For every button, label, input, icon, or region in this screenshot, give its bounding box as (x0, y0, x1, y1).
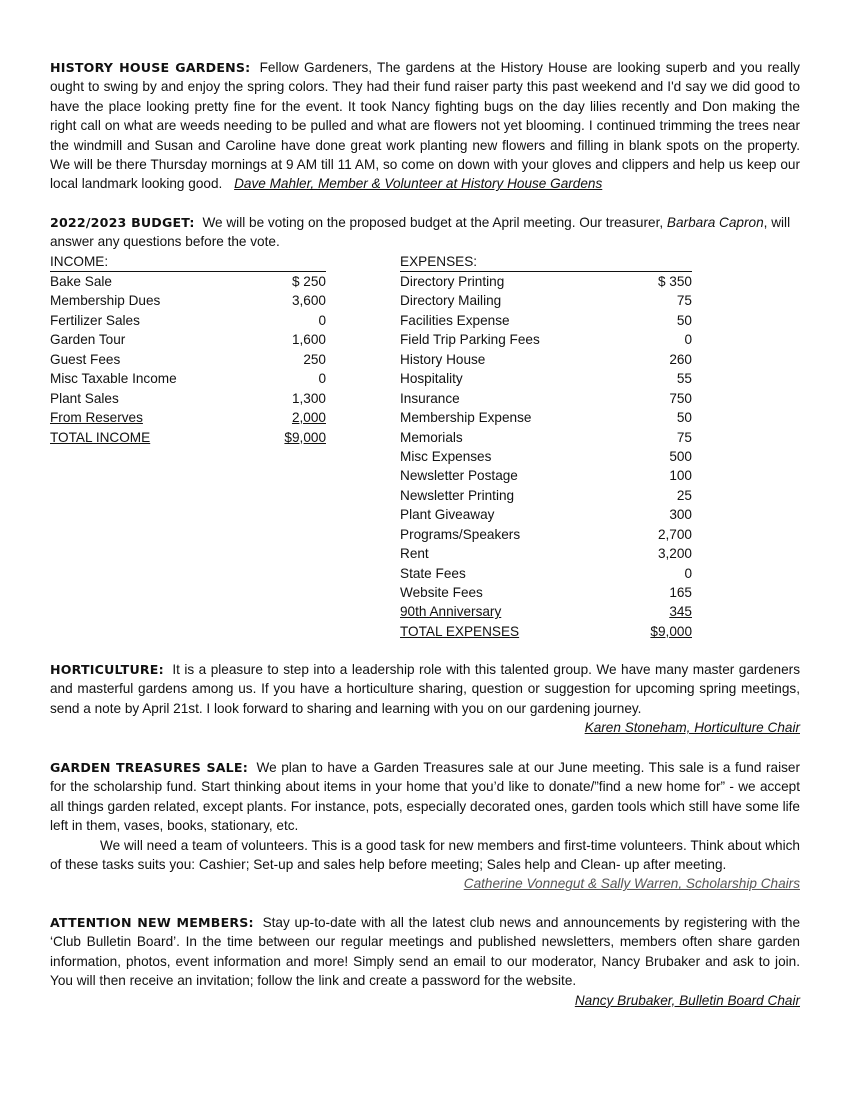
treasures-signature: Catherine Vonnegut & Sally Warren, Scholarship Chairs (463, 876, 800, 892)
expense-row: Newsletter Postage 100 (400, 468, 692, 484)
income-row: Plant Sales 1,300 (50, 390, 326, 406)
expense-row: Newsletter Printing 25 (400, 487, 692, 503)
expense-row: Rent 3,200 (400, 546, 692, 562)
expense-row: Insurance 750 (400, 390, 692, 406)
treasures-section (50, 758, 800, 894)
expense-row: Programs/Speakers 2,700 (400, 526, 692, 542)
expense-row: Plant Giveaway 300 (400, 507, 692, 523)
treasures-heading: GARDEN TREASURES SALE: (50, 760, 248, 775)
history-signature: Dave Mahler, Member & Volunteer at History House Gardens (234, 176, 603, 192)
members-body: Stay up-to-date with all the latest club news and announcements by registering with the ‘Club Bulletin Board’. In the time between our regular meetings and published newsletters, members often share garden information, photos, event information and more! Simply send an email to our moderator, Nancy Brubaker and ask to join. You will then receive an invitation; follow the link and create a password for the website. (50, 915, 801, 989)
members-signature: Nancy Brubaker, Bulletin Board Chair (574, 992, 800, 1008)
income-row: Guest Fees 250 (50, 351, 326, 367)
horticulture-heading: HORTICULTURE: (50, 662, 164, 677)
history-body: Fellow Gardeners, The gardens at the History House are looking superb and you really ought to swing by and enjoy the spring colors. They had their fund raiser party this past weekend and I'd say we did good to have the place looking pretty fine for the event. It took Nancy fighting bugs on the day lilies recently and Don making the right call on what are weeds needing to be pulled and what are flowers not yet blooming. I continued trimming the trees near the windmill and Susan and Caroline have done great work planting new flowers and filling in blank spots on the property. We will be there Thursday mornings at 9 AM till 11 AM, so come on down with your gloves and clippers and help us keep our local landmark looking good. (50, 60, 800, 192)
income-row: Garden Tour 1,600 (50, 332, 326, 348)
expense-row: Directory Printing $ 350 (400, 274, 692, 290)
treasures-body-2: We will need a team of volunteers. This is a good task for new members and first-time volunteers. Think about which of these tasks suits you: Cashier; Set-up and sales help before meeting; Sales help and Clean- up after meeting. (50, 837, 800, 873)
members-heading: ATTENTION NEW MEMBERS: (50, 915, 254, 930)
budget-intro-before: We will be voting on the proposed budget at the April meeting. Our treasurer, (202, 215, 667, 230)
income-header: INCOME: (50, 253, 326, 272)
history-heading: HISTORY HOUSE GARDENS: (50, 60, 251, 75)
expense-row: Membership Expense 50 (400, 410, 692, 426)
expense-total-row: TOTAL EXPENSES $9,000 (400, 623, 692, 639)
horticulture-section (50, 660, 800, 738)
members-section (50, 913, 800, 1010)
expense-row: 90th Anniversary 345 (400, 604, 692, 620)
expense-row: Directory Mailing 75 (400, 293, 692, 309)
income-row: From Reserves 2,000 (50, 410, 326, 426)
expense-row: Facilities Expense 50 (400, 312, 692, 328)
expense-row: History House 260 (400, 351, 692, 367)
expense-row: Hospitality 55 (400, 371, 692, 387)
income-row: Misc Taxable Income 0 (50, 371, 326, 387)
expense-row: Website Fees 165 (400, 585, 692, 601)
expenses-table (400, 253, 692, 641)
income-total-row: TOTAL INCOME $9,000 (50, 429, 326, 445)
expense-row: Misc Expenses 500 (400, 448, 692, 464)
budget-treasurer: Barbara Capron (666, 215, 764, 230)
income-table (50, 253, 326, 447)
treasures-body: We plan to have a Garden Treasures sale at our June meeting. This sale is a fund raiser for the scholarship fund. Start thinking about items in your home that you’d like to donate/”find a new home for” - we accept all things garden related, except plants. For instance, pots, especially decorated ones, garden tools which still have some life left in them, vases, books, stationary, etc. (50, 760, 800, 834)
horticulture-body: It is a pleasure to step into a leadership role with this talented group. We have many master gardeners and masterful gardens among us. If you have a horticulture sharing, question or suggestion for upcoming spring meetings, send a note by April 21st. I look forward to sharing and learning with you on our gardening journey. (50, 662, 801, 716)
expense-row: Field Trip Parking Fees 0 (400, 332, 692, 348)
expense-row: Memorials 75 (400, 429, 692, 445)
horticulture-signature: Karen Stoneham, Horticulture Chair (584, 720, 800, 736)
budget-intro-after: , will answer any questions before the vote. (50, 215, 791, 250)
history-section (50, 58, 800, 194)
budget-heading: 2022/2023 BUDGET: (50, 215, 195, 230)
expense-row: State Fees 0 (400, 565, 692, 581)
income-row: Fertilizer Sales 0 (50, 312, 326, 328)
income-row: Bake Sale $ 250 (50, 274, 326, 290)
income-row: Membership Dues 3,600 (50, 293, 326, 309)
expenses-header: EXPENSES: (400, 253, 692, 272)
budget-intro (50, 213, 800, 252)
